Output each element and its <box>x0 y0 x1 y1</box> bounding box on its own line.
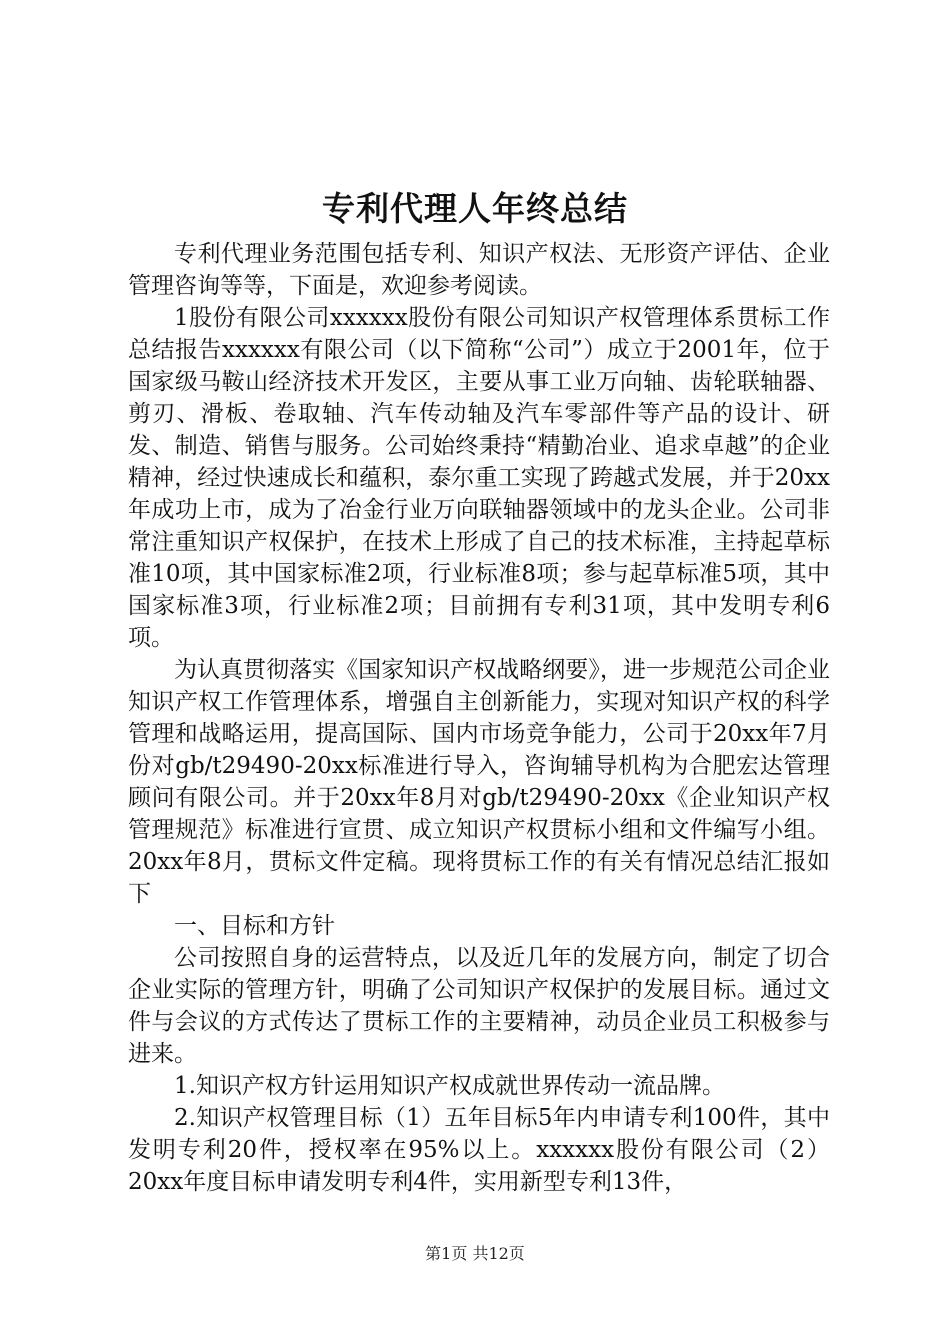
document-body <box>128 238 830 1198</box>
section-heading-goals: 一、目标和方针 <box>174 913 335 939</box>
paragraph-company-overview: 1股份有限公司xxxxxx股份有限公司知识产权管理体系贯标工作总结报告xxxxxx有限公司（以下简称“公司”）成立于2001年，位于国家级马鞍山经济技术开发区，主要从事工业万向轴、齿轮联轴器、剪刃、滑板、卷取轴、汽车传动轴及汽车零部件等产品的设计、研发、制造、销售与服务。公司始终秉持“精勤冶业、追求卓越”的企业精神，经过快速成长和蕴积，泰尔重工实现了跨越式发展，并于20xx年成功上市，成为了冶金行业万向联轴器领域中的龙头企业。公司非常注重知识产权保护，在技术上形成了自己的技术标准，主持起草标准10项，其中国家标准2项，行业标准8项；参与起草标准5项，其中国家标准3项，行业标准2项；目前拥有专利31项，其中发明专利6项。 <box>128 305 830 651</box>
paragraph-implementation: 为认真贯彻落实《国家知识产权战略纲要》，进一步规范公司企业知识产权工作管理体系，增强自主创新能力，实现对知识产权的科学管理和战略运用，提高国际、国内市场竞争能力，公司于20xx年7月份对gb/t29490-20xx标准进行导入，咨询辅导机构为合肥宏达管理顾问有限公司。并于20xx年8月对gb/t29490-20xx《企业知识产权管理规范》标准进行宣贯、成立知识产权贯标小组和文件编写小组。20xx年8月，贯标文件定稿。现将贯标工作的有关有情况总结汇报如下 <box>128 657 830 907</box>
paragraph-intro: 专利代理业务范围包括专利、知识产权法、无形资产评估、企业管理咨询等等，下面是，欢迎参考阅读。 <box>128 241 830 299</box>
paragraph-targets: 2.知识产权管理目标（1）五年目标5年内申请专利100件，其中发明专利20件，授权率在95%以上。xxxxxx股份有限公司（2）20xx年度目标申请发明专利4件，实用新型专利13件， <box>128 1105 830 1195</box>
paragraph-goals: 公司按照自身的运营特点，以及近几年的发展方向，制定了切合企业实际的管理方针，明确了公司知识产权保护的发展目标。通过文件与会议的方式传达了贯标工作的主要精神，动员企业员工积极参与进来。 <box>128 945 830 1067</box>
paragraph-policy: 1.知识产权方针运用知识产权成就世界传动一流品牌。 <box>174 1073 725 1099</box>
page-number-footer: 第1页 共12页 <box>425 1244 525 1263</box>
document-title: 专利代理人年终总结 <box>322 189 628 228</box>
